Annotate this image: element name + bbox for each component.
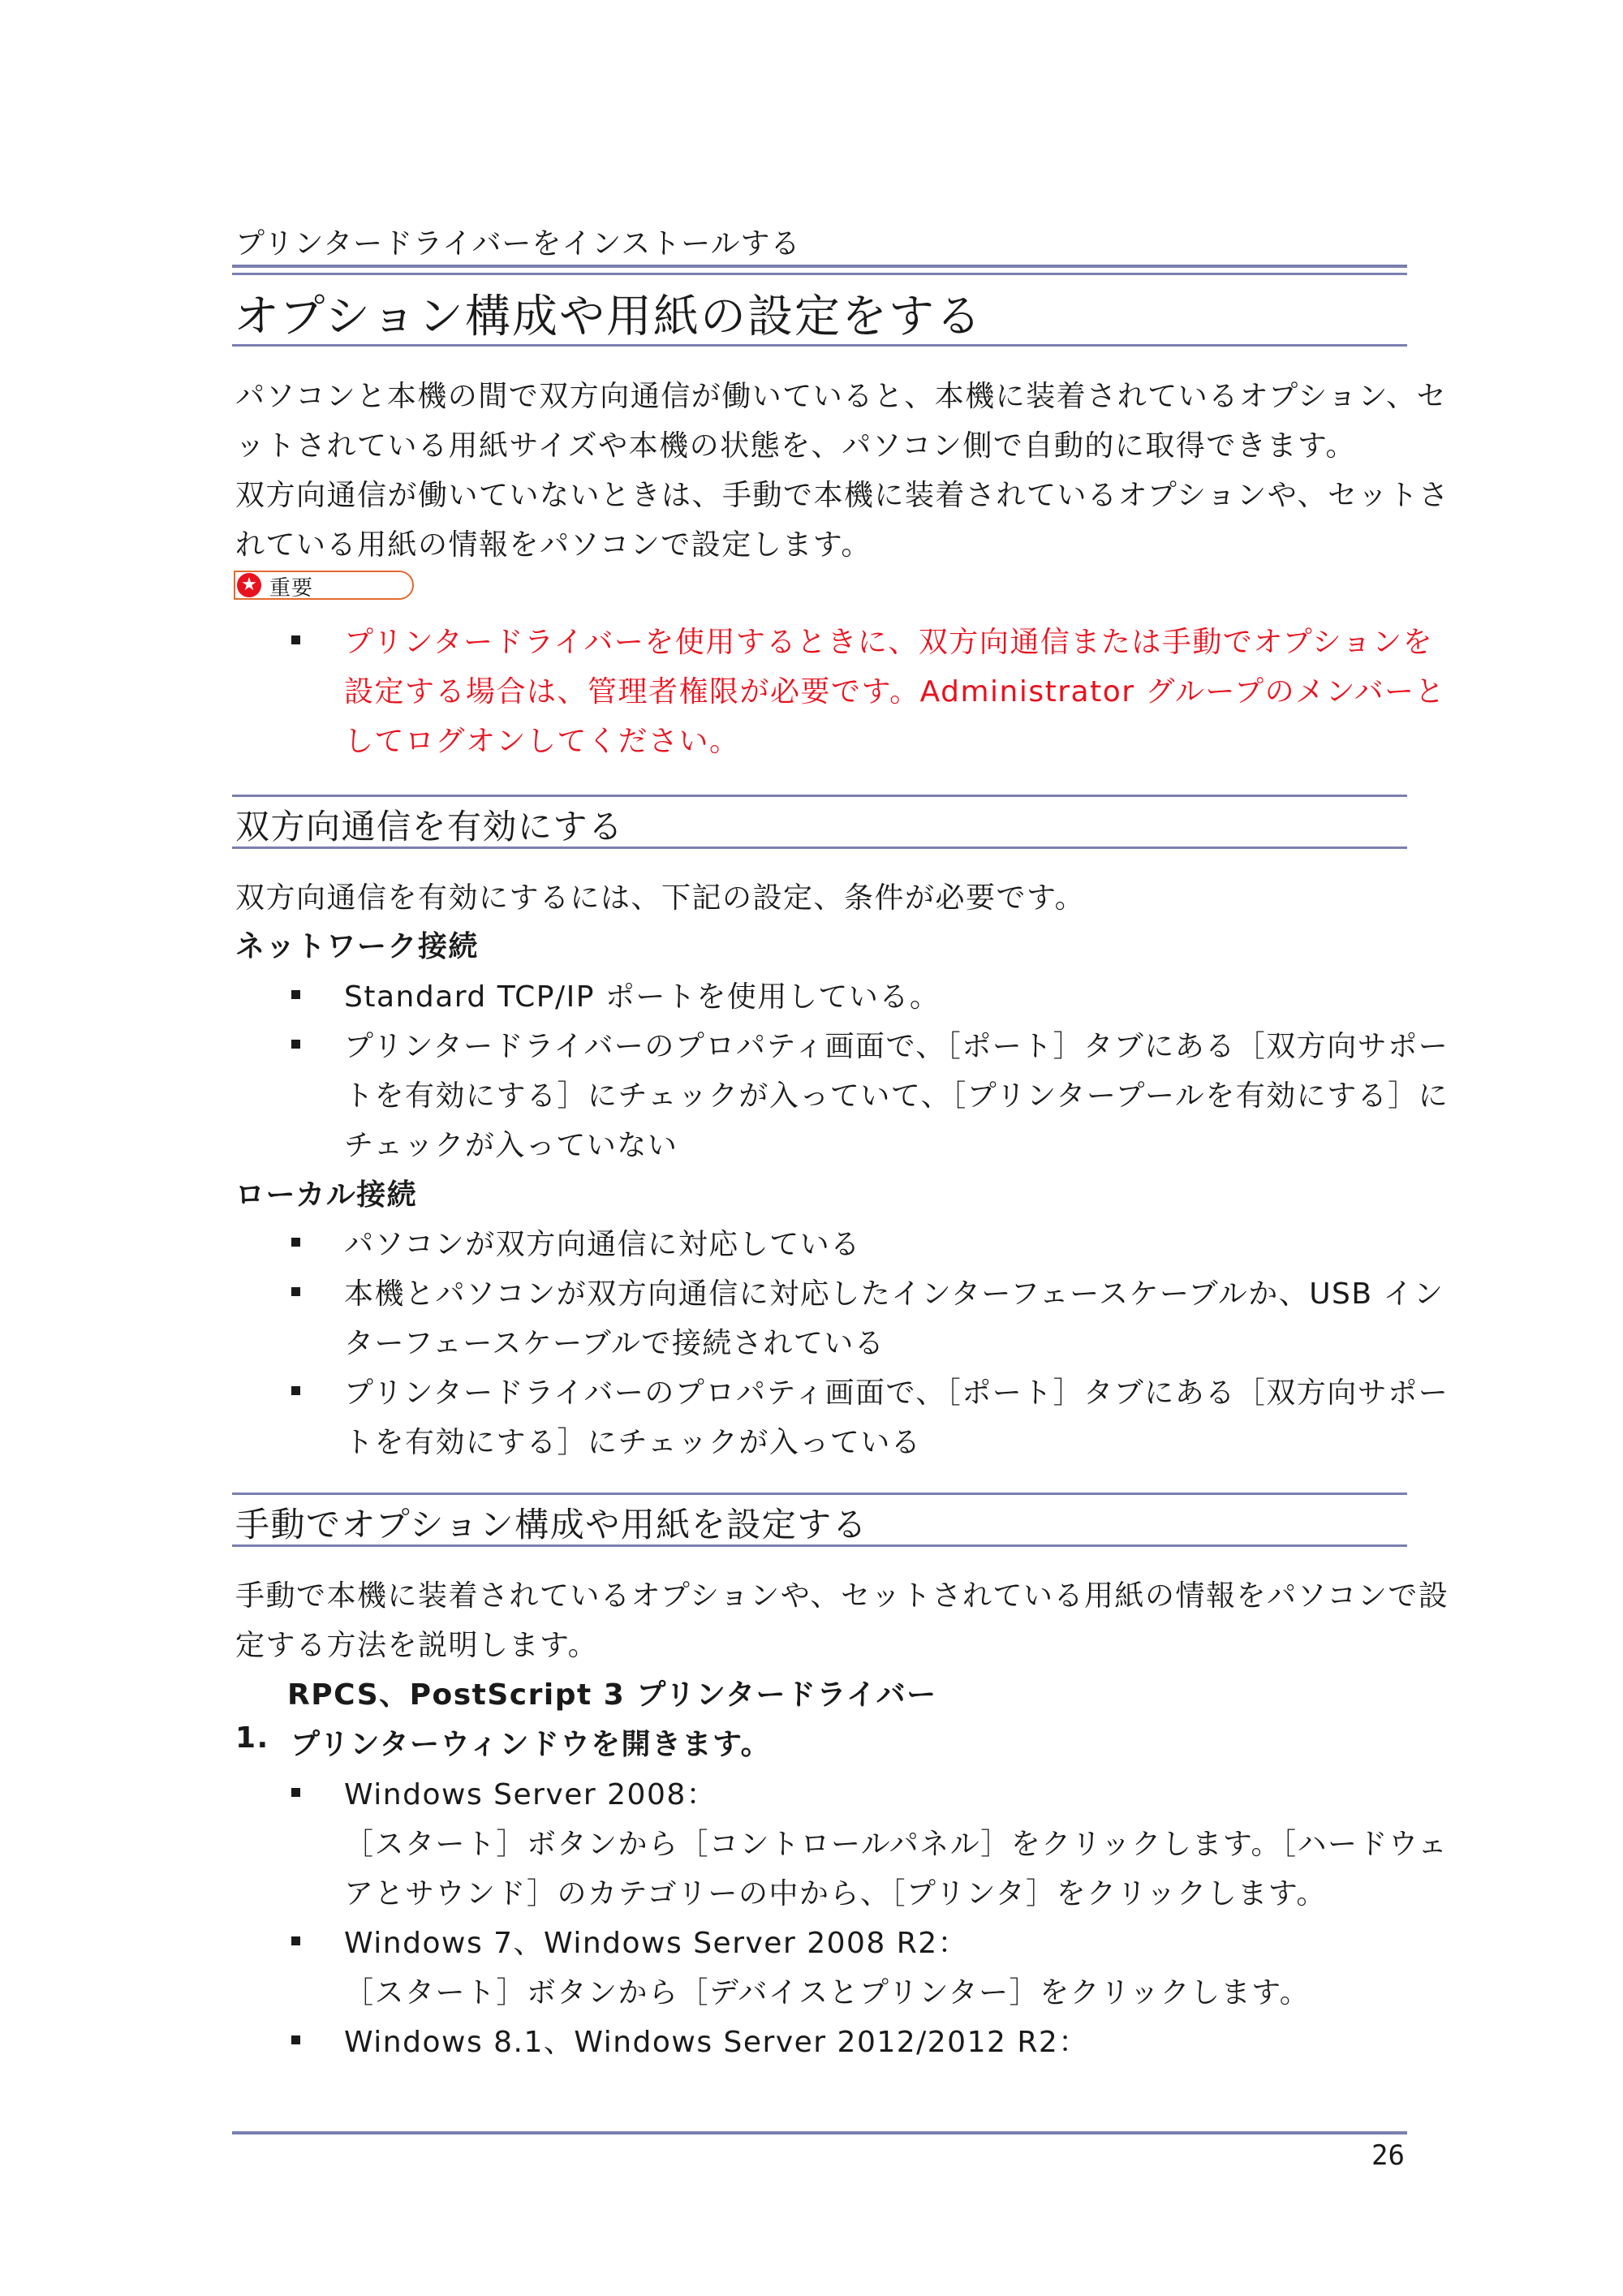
intro-line-4: れている用紙の情報をパソコンで設定します。: [235, 528, 872, 562]
section2-rule-top: [232, 1493, 1407, 1495]
section1-title: 双方向通信を有効にする: [235, 807, 624, 846]
bullet-icon: [291, 1238, 300, 1247]
page-title: オプション構成や用紙の設定をする: [234, 291, 983, 343]
local-item-3-line-2: トを有効にする］にチェックが入っている: [344, 1426, 922, 1459]
important-line-3: してログオンしてください。: [344, 725, 740, 758]
section2-intro-line-1: 手動で本機に装着されているオプションや、セットされている用紙の情報をパソコンで設: [235, 1579, 1449, 1613]
bullet-icon: [291, 990, 300, 999]
bullet-icon: [291, 2035, 300, 2044]
header-rule-bottom: [232, 273, 1407, 275]
network-item-2-line-2: トを有効にする］にチェックが入っていて、［プリンタープールを有効にする］に: [344, 1079, 1449, 1113]
bullet-icon: [291, 1936, 300, 1945]
header-rule-top: [232, 265, 1407, 268]
os-item-3-name: Windows 8.1、Windows Server 2012/2012 R2：: [344, 2026, 1089, 2059]
intro-line-2: ットされている用紙サイズや本機の状態を、パソコン側で自動的に取得できます。: [235, 429, 1357, 463]
important-line-2: 設定する場合は、管理者権限が必要です。Administrator グループのメンバーと: [344, 675, 1446, 709]
section2-title: 手動でオプション構成や用紙を設定する: [235, 1505, 868, 1544]
chapter-header: プリンタードライバーをインストールする: [235, 227, 801, 261]
os-item-1-desc-1: ［スタート］ボタンから［コントロールパネル］をクリックします。［ハードウェ: [344, 1828, 1449, 1861]
step-text: プリンターウィンドウを開きます。: [291, 1728, 772, 1761]
network-item-1: Standard TCP/IP ポートを使用している。: [344, 980, 941, 1014]
important-line-1: プリンタードライバーを使用するときに、双方向通信または手動でオプションを: [344, 626, 1434, 659]
os-item-1-desc-2: アとサウンド］のカテゴリーの中から、［プリンタ］をクリックします。: [344, 1877, 1327, 1910]
local-item-2-line-1: 本機とパソコンが双方向通信に対応したインターフェースケーブルか、USB イン: [344, 1277, 1444, 1311]
intro-line-1: パソコンと本機の間で双方向通信が働いていると、本機に装着されているオプション、セ: [235, 380, 1448, 413]
os-item-1-name: Windows Server 2008：: [344, 1778, 717, 1811]
intro-line-3: 双方向通信が働いていないときは、手動で本機に装着されているオプションや、セットさ: [235, 479, 1450, 512]
bullet-icon: [291, 1040, 300, 1049]
network-item-2-line-3: チェックが入っていない: [344, 1129, 678, 1162]
important-badge-label: 重要: [269, 576, 314, 601]
local-item-3-line-1: プリンタードライバーのプロパティ画面で、［ポート］タブにある［双方向サポー: [344, 1376, 1449, 1410]
section1-rule-top: [232, 795, 1407, 797]
step-number: 1.: [235, 1721, 269, 1755]
section1-rule-bottom: [232, 846, 1407, 849]
os-item-2-name: Windows 7、Windows Server 2008 R2：: [344, 1927, 969, 1960]
network-item-2-line-1: プリンタードライバーのプロパティ画面で、［ポート］タブにある［双方向サポー: [344, 1030, 1449, 1063]
section2-intro-line-2: 定する方法を説明します。: [235, 1629, 599, 1662]
os-item-2-desc-1: ［スタート］ボタンから［デバイスとプリンター］をクリックします。: [344, 1976, 1311, 2010]
section1-intro: 双方向通信を有効にするには、下記の設定、条件が必要です。: [235, 881, 1086, 915]
bullet-icon: [291, 1788, 300, 1797]
driver-heading: RPCS、PostScript 3 プリンタードライバー: [287, 1678, 937, 1712]
local-item-1: パソコンが双方向通信に対応している: [344, 1228, 861, 1261]
bullet-icon: [291, 1386, 300, 1395]
bullet-icon: [291, 1287, 300, 1296]
star-icon: ★: [237, 573, 261, 597]
section2-rule-bottom: [232, 1544, 1407, 1547]
title-rule: [232, 344, 1407, 347]
network-heading: ネットワーク接続: [235, 930, 480, 963]
local-heading: ローカル接続: [235, 1178, 418, 1212]
footer-rule: [232, 2131, 1407, 2134]
local-item-2-line-2: ターフェースケーブルで接続されている: [344, 1327, 885, 1360]
page-number: 26: [1371, 2139, 1405, 2172]
bullet-icon: [291, 635, 300, 644]
